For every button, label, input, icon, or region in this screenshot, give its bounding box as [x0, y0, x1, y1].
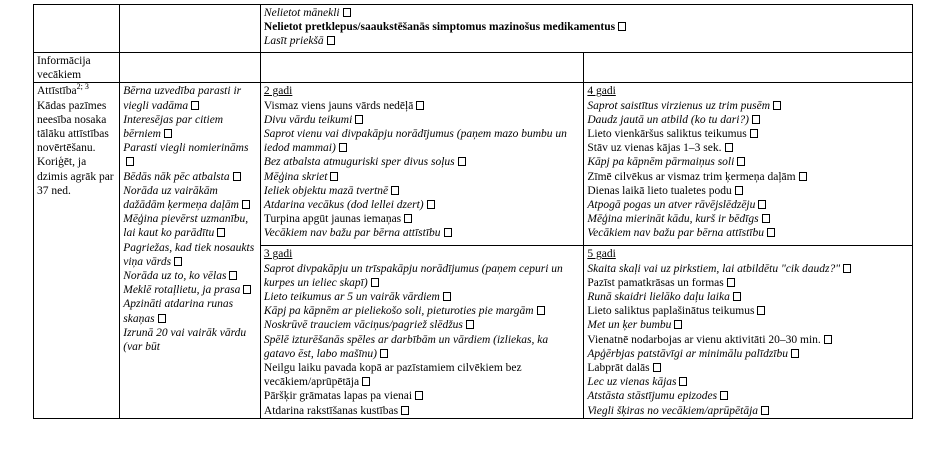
checkbox[interactable] — [126, 157, 134, 166]
empty-cell — [120, 53, 261, 83]
checkbox[interactable] — [371, 278, 379, 287]
list-item — [264, 34, 909, 48]
table-row — [34, 5, 913, 53]
list-item-text: Norāda uz vairākām dažādām ķermeņa daļām — [123, 184, 239, 212]
list-item — [587, 276, 909, 290]
checkbox[interactable] — [725, 143, 733, 152]
checkbox[interactable] — [404, 214, 412, 223]
list-item-text: Vismaz viens jauns vārds nedēļā — [263, 99, 414, 112]
checkbox[interactable] — [735, 186, 743, 195]
age-3-block — [261, 245, 583, 417]
age-5-block — [584, 245, 912, 417]
age-2-3-cell — [260, 83, 583, 418]
list-item — [264, 318, 580, 332]
list-item-text: Met un ķer bumbu — [587, 319, 672, 332]
info-label: Informācija vecākiem — [34, 53, 120, 83]
checkbox[interactable] — [158, 314, 166, 323]
development-table — [33, 4, 913, 419]
list-item — [264, 361, 580, 389]
list-item — [587, 404, 909, 418]
empty-cell — [584, 53, 913, 83]
list-item-text: Skaita skaļi vai uz pirkstiem, lai atbildētu "cik daudz?" — [587, 262, 841, 275]
checkbox[interactable] — [750, 129, 758, 138]
checkbox[interactable] — [762, 214, 770, 223]
list-item-text: Mēģina pievērst uzmanību, lai kaut ko parādītu — [123, 213, 249, 240]
list-item — [587, 333, 909, 347]
list-item — [264, 20, 909, 34]
list-item — [264, 170, 580, 184]
list-item — [587, 155, 909, 169]
checkbox[interactable] — [174, 257, 182, 266]
list-item-text: Apģērbjas patstāvīgi ar minimālu palīdzību — [587, 347, 788, 360]
checkbox[interactable] — [233, 172, 241, 181]
age-3-heading: 3 gadi — [263, 248, 293, 261]
list-item-text: Turpina apgūt jaunas iemaņas — [263, 213, 402, 226]
list-item — [264, 262, 580, 290]
list-item — [587, 347, 909, 361]
list-item — [587, 290, 909, 304]
list-item — [264, 155, 580, 169]
checkbox[interactable] — [758, 200, 766, 209]
age-4-list — [587, 99, 909, 241]
checkbox[interactable] — [791, 349, 799, 358]
list-item — [587, 170, 909, 184]
checkbox[interactable] — [653, 363, 661, 372]
list-item — [264, 304, 580, 318]
list-item — [264, 184, 580, 198]
age-2-block — [261, 83, 583, 245]
list-item-text: Atdarina vecākus (dod lellei dzert) — [263, 199, 424, 212]
list-item — [123, 297, 257, 325]
development-table-page — [33, 4, 913, 471]
list-item-text: Vienatnē nodarbojas ar vienu aktivitāti 20–30 min. — [587, 333, 821, 346]
list-item-text: Pāršķir grāmatas lapas pa vienai — [263, 390, 413, 403]
checkbox[interactable] — [415, 391, 423, 400]
list-item — [587, 361, 909, 375]
age-4-heading: 4 gadi — [587, 85, 616, 98]
signs-list — [123, 84, 257, 354]
list-item-text: Atpogā pogas un atver rāvējslēdzēju — [587, 199, 756, 212]
list-item-text: Pazīst pamatkrāsas un formas — [587, 276, 724, 289]
list-item — [587, 184, 909, 198]
age-4-5-cell — [584, 83, 913, 418]
list-item — [587, 389, 909, 403]
list-item — [264, 6, 909, 20]
list-item — [264, 127, 580, 155]
list-item — [123, 241, 257, 269]
list-item — [123, 113, 257, 141]
list-item — [264, 226, 580, 240]
signs-cell — [120, 83, 261, 418]
list-item-text: Kāpj pa kāpnēm pārmaiņus soli — [587, 156, 735, 169]
advice-list — [264, 6, 909, 49]
list-item — [264, 333, 580, 361]
age-2-heading: 2 gadi — [263, 85, 293, 98]
empty-cell — [120, 5, 261, 53]
checkbox[interactable] — [444, 228, 452, 237]
list-item — [587, 212, 909, 226]
list-item-text: Neilgu laiku pavada kopā ar pazīstamiem cilvēkiem bez vecākiem/aprūpētāja — [263, 362, 522, 389]
checkbox[interactable] — [679, 377, 687, 386]
checkbox[interactable] — [401, 406, 409, 415]
list-item — [587, 141, 909, 155]
list-item-text: Izrunā 20 vai vairāk vārdu (var būt — [123, 326, 247, 354]
checkbox[interactable] — [757, 306, 765, 315]
age-3-list — [264, 262, 580, 418]
list-item-text: Apzināti atdarina runas skaņas — [123, 298, 234, 325]
checkbox[interactable] — [339, 143, 347, 152]
checkbox[interactable] — [773, 101, 781, 110]
checkbox[interactable] — [330, 172, 338, 181]
checkbox[interactable] — [727, 278, 735, 287]
checkbox[interactable] — [733, 292, 741, 301]
list-item-text: Noskrūvē trauciem vāciņus/pagriež slēdžus — [263, 319, 463, 332]
list-item-text: Bez atbalsta atmuguriski sper divus soļus — [263, 156, 455, 169]
list-item-text: Daudz jautā un atbild (ko tu dari?) — [587, 113, 750, 126]
list-item-text: Runā skaidri lielāko daļu laika — [587, 291, 730, 304]
list-item-text: Vecākiem nav bažu par bērna attīstību — [587, 227, 765, 240]
list-item-text: Ieliek objektu mazā tvertnē — [263, 184, 389, 197]
development-label-cell — [34, 83, 120, 418]
list-item-text: Viegli šķiras no vecākiem/aprūpētāja — [587, 404, 759, 417]
development-description: Kādas pazīmes neesība nosaka tālāku attīstības novērtēšanu. Koriģēt, ja dzimis agrāk par 37 ned. — [37, 99, 114, 197]
age-5-list — [587, 262, 909, 418]
checkbox[interactable] — [466, 320, 474, 329]
list-item — [587, 304, 909, 318]
list-item-text: Meklē rotaļlietu, ja prasa — [123, 284, 241, 297]
list-item-text: Saprot saistītus virzienus uz trim pusēm — [587, 99, 771, 112]
list-item-text: Atdarina rakstīšanas kustības — [263, 404, 399, 417]
checkbox[interactable] — [537, 306, 545, 315]
list-item — [587, 318, 909, 332]
checkbox[interactable] — [618, 22, 626, 31]
checkbox[interactable] — [416, 101, 424, 110]
development-footnote: 2; 3 — [76, 82, 89, 92]
age-4-block — [584, 83, 912, 245]
checkbox[interactable] — [217, 228, 225, 237]
list-item — [264, 113, 580, 127]
checkbox[interactable] — [191, 101, 199, 110]
list-item-text: Parasti viegli nomierināms — [123, 142, 249, 155]
list-item-text: Norāda uz to, ko vēlas — [123, 270, 227, 283]
list-item-text: Stāv uz vienas kājas 1–3 sek. — [587, 142, 722, 155]
list-item-text: Lec uz vienas kājas — [587, 376, 677, 389]
checkbox[interactable] — [761, 406, 769, 415]
list-item — [264, 290, 580, 304]
checkbox[interactable] — [327, 36, 335, 45]
list-item-text: Dienas laikā lieto tualetes podu — [587, 184, 732, 197]
checkbox[interactable] — [427, 200, 435, 209]
list-item — [264, 404, 580, 418]
list-item-text: Nelietot pretklepus/saaukstēšanās simptomus mazinošus medikamentus — [263, 21, 616, 34]
checkbox[interactable] — [229, 271, 237, 280]
checkbox[interactable] — [799, 172, 807, 181]
list-item — [264, 198, 580, 212]
list-item-text: Lieto vienkāršus saliktus teikumus — [587, 128, 747, 141]
list-item — [123, 184, 257, 212]
list-item-text: Labprāt dalās — [587, 362, 650, 375]
list-item — [123, 326, 257, 354]
list-item-text: Saprot vienu vai divpakāpju norādījumus (paņem mazo bumbu un iedod mammai) — [263, 128, 567, 155]
checkbox[interactable] — [243, 285, 251, 294]
list-item-text: Saprot divpakāpju un trīspakāpju norādījumus (paņem cepuri un kurpes un ieliec skapī) — [263, 262, 563, 289]
table-row — [34, 83, 913, 418]
checkbox[interactable] — [164, 129, 172, 138]
age-2-list — [264, 99, 580, 241]
checkbox[interactable] — [362, 377, 370, 386]
list-item-text: Pagriežas, kad tiek nosaukts viņa vārds — [123, 241, 255, 268]
list-item — [587, 226, 909, 240]
list-item — [587, 262, 909, 276]
checkbox[interactable] — [720, 391, 728, 400]
list-item — [264, 99, 580, 113]
list-item-text: Lieto teikumus ar 5 un vairāk vārdiem — [263, 291, 440, 304]
checkbox[interactable] — [355, 115, 363, 124]
checkbox[interactable] — [458, 157, 466, 166]
list-item — [587, 113, 909, 127]
list-item-text: Kāpj pa kāpnēm ar pieliekošo soli, pieturoties pie margām — [263, 305, 534, 318]
advice-cell — [260, 5, 912, 53]
list-item — [264, 389, 580, 403]
checkbox[interactable] — [674, 320, 682, 329]
list-item-text: Mēģina mierināt kādu, kurš ir bēdīgs — [587, 213, 759, 226]
list-item-text: Interesējas par citiem bērniem — [123, 113, 224, 141]
list-item-text: Zīmē cilvēkus ar vismaz trim ķermeņa daļām — [587, 170, 796, 183]
list-item — [587, 99, 909, 113]
list-item — [264, 212, 580, 226]
checkbox[interactable] — [767, 228, 775, 237]
list-item — [123, 212, 257, 240]
list-item-text: Divu vārdu teikumi — [263, 113, 353, 126]
development-title: Attīstība — [37, 85, 77, 98]
list-item-text: Lasīt priekšā — [263, 35, 324, 48]
checkbox[interactable] — [380, 349, 388, 358]
table-row — [34, 53, 913, 83]
checkbox[interactable] — [752, 115, 760, 124]
empty-cell — [34, 5, 120, 53]
list-item — [587, 127, 909, 141]
age-5-heading: 5 gadi — [587, 248, 616, 261]
list-item — [587, 375, 909, 389]
list-item-text: Lieto saliktus paplašinātus teikumus — [587, 305, 755, 318]
checkbox[interactable] — [737, 157, 745, 166]
list-item-text: Atstāsta stāstījumu epizodes — [587, 390, 718, 403]
checkbox[interactable] — [443, 292, 451, 301]
list-item-text: Bēdās nāk pēc atbalsta — [123, 170, 230, 183]
checkbox[interactable] — [343, 8, 351, 17]
list-item-text: Vecākiem nav bažu par bērna attīstību — [263, 227, 441, 240]
list-item-text: Bērna uzvedība parasti ir viegli vadāma — [123, 85, 242, 112]
list-item — [123, 141, 257, 169]
checkbox[interactable] — [824, 335, 832, 344]
list-item — [123, 269, 257, 283]
checkbox[interactable] — [242, 200, 250, 209]
checkbox[interactable] — [843, 264, 851, 273]
list-item-text: Spēlē izturēšanās spēles ar darbībām un vārdiem (izliekas, ka gatavo ēst, labo mašīnu) — [263, 333, 549, 360]
list-item — [123, 283, 257, 297]
empty-cell — [260, 53, 583, 83]
list-item-text: Nelietot mānekli — [263, 7, 340, 19]
list-item — [123, 170, 257, 184]
checkbox[interactable] — [391, 186, 399, 195]
list-item-text: Mēģina skriet — [263, 170, 328, 183]
list-item — [123, 84, 257, 112]
list-item — [587, 198, 909, 212]
